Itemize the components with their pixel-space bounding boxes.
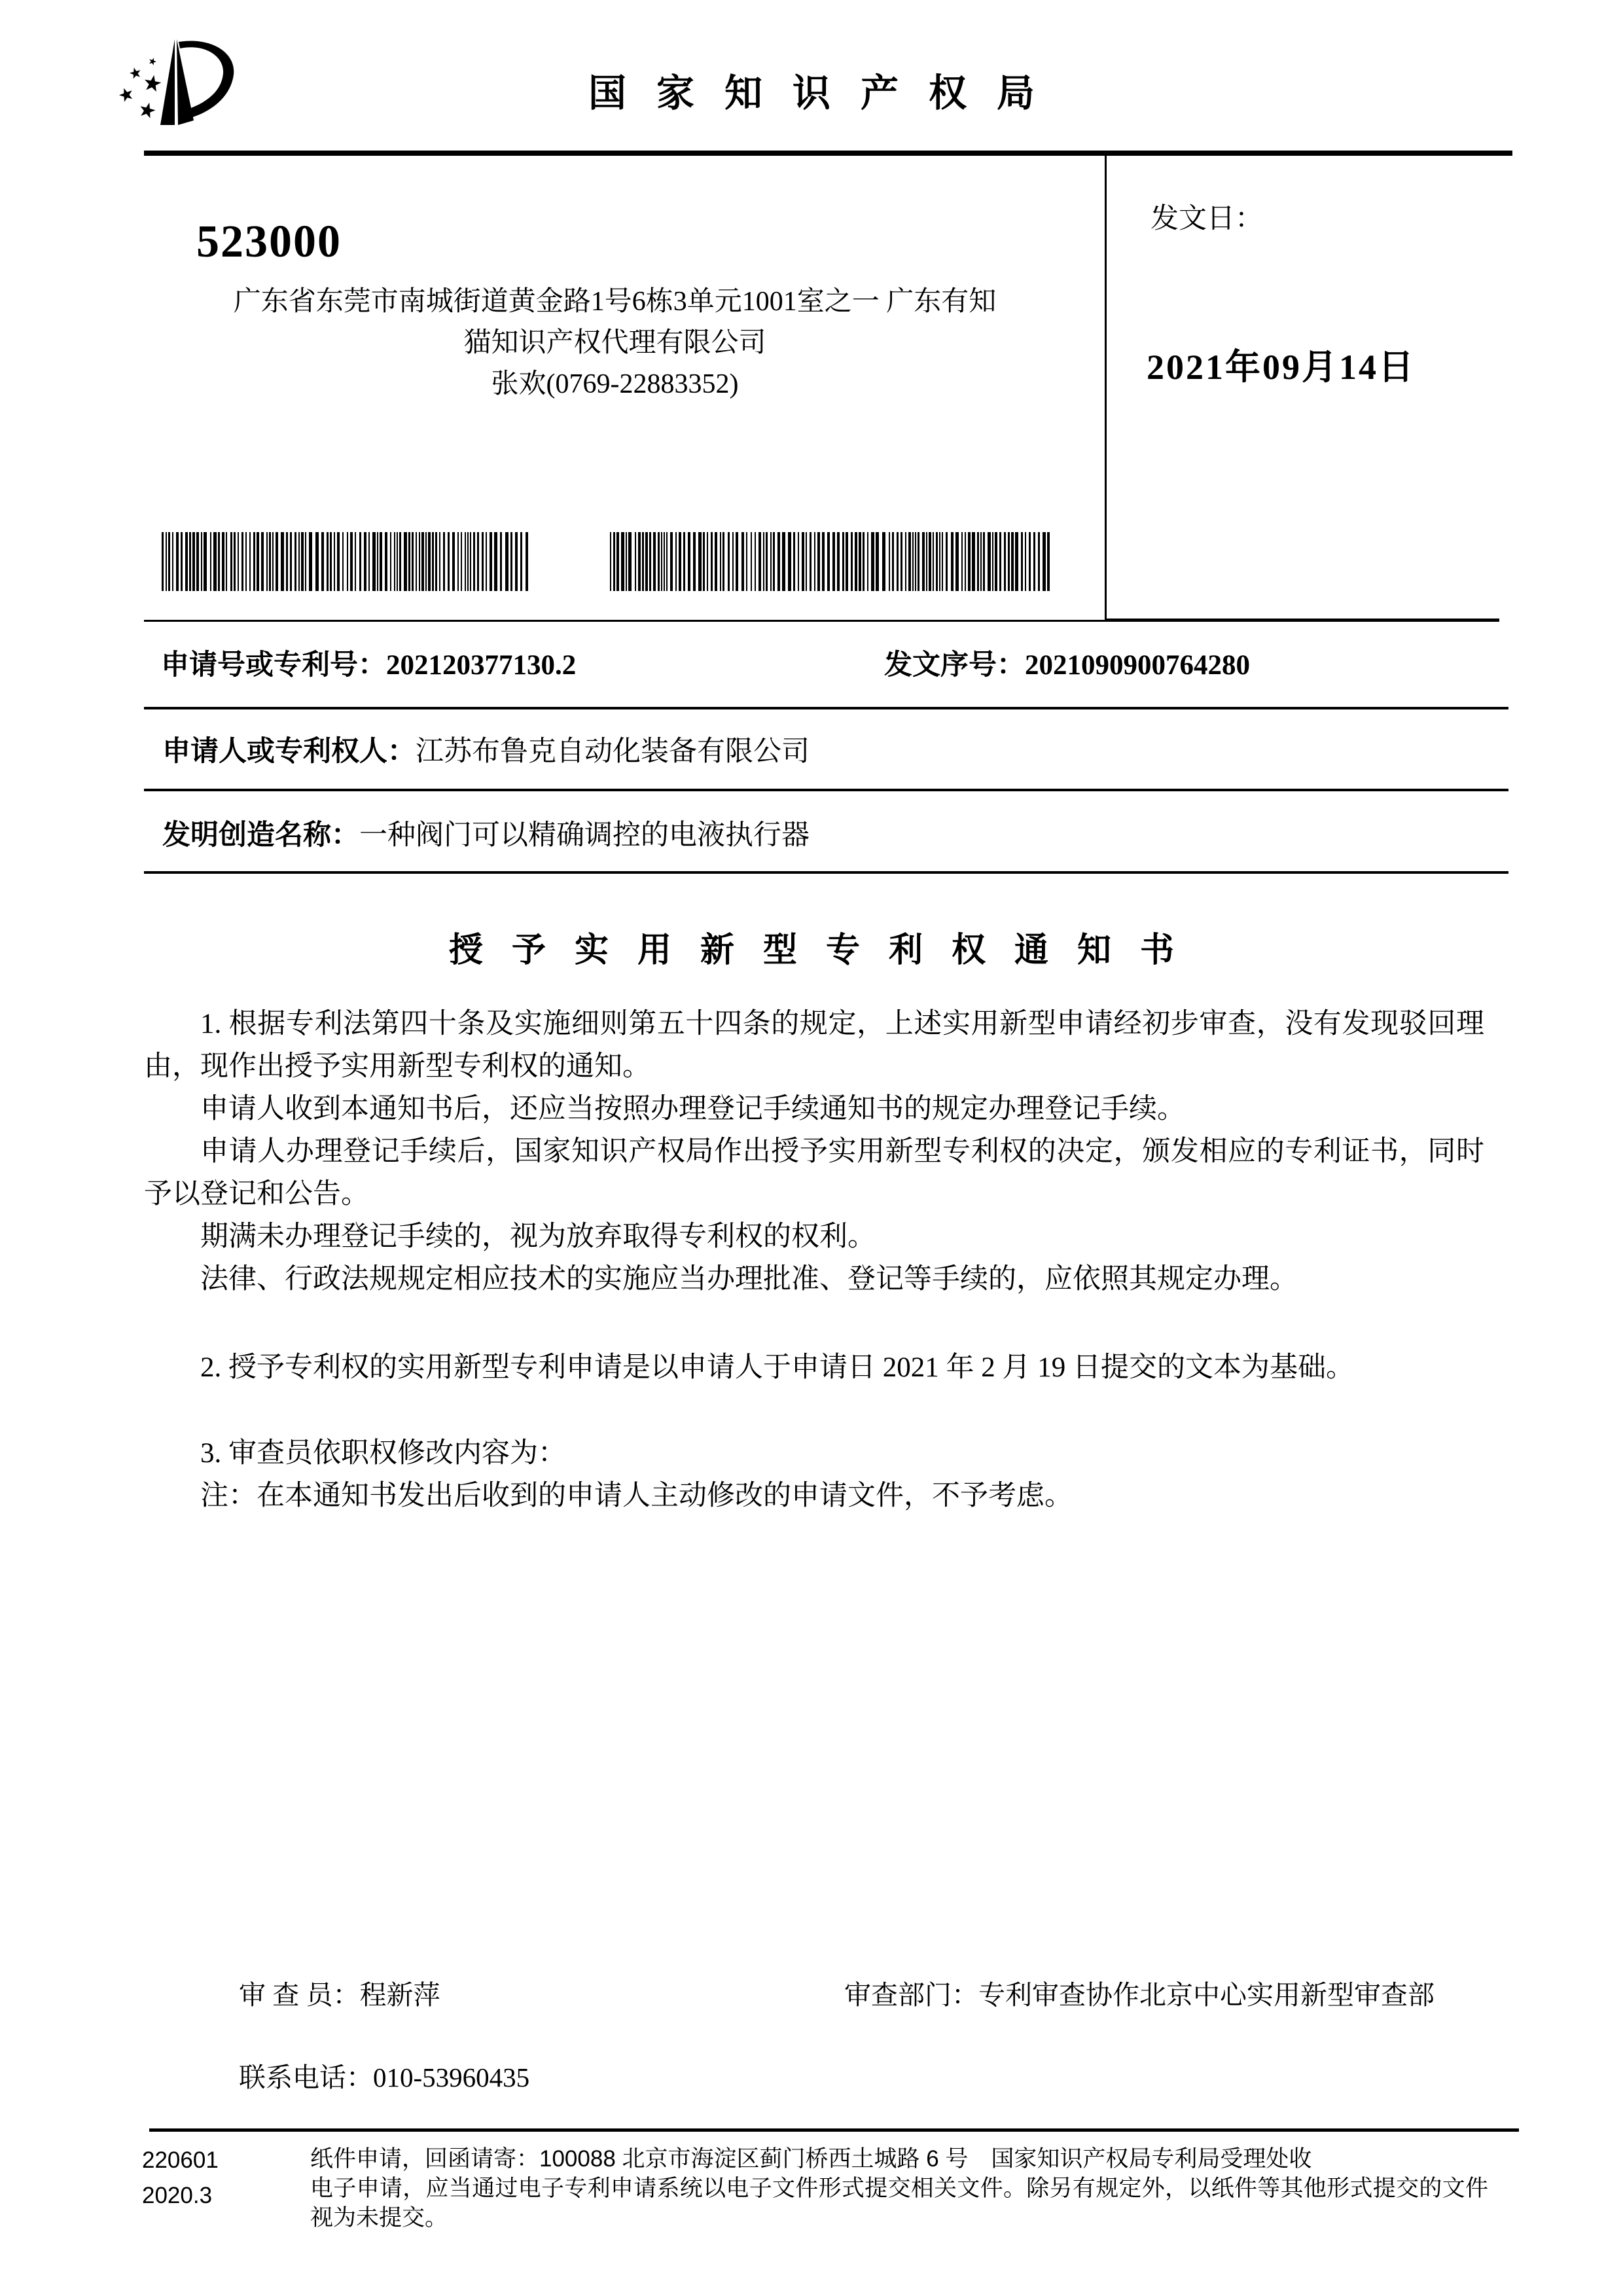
agency-title: 国家知识产权局 [588,72,1065,115]
notice-paragraph: 注：在本通知书发出后收到的申请人主动修改的申请文件，不予考虑。 [200,1480,1073,1511]
issue-date-label: 发文日： [1150,204,1263,234]
serial-number-row [884,647,1250,685]
row-divider [144,707,1508,709]
date-box-bottom-rule [1105,619,1499,622]
notice-paragraph: 申请人办理登记手续后，国家知识产权局作出授予实用新型专利权的决定，颁发相应的专利证书，同时予以登记和公告。 [144,1136,1484,1210]
form-version: 2020.3 [142,2183,213,2208]
notice-title: 授予实用新型专利权通知书 [448,932,1203,969]
application-number-label: 申请号或专利号： [161,650,386,681]
form-code: 220601 [142,2147,219,2173]
notice-paragraph: 期满未办理登记手续的，视为放弃取得专利权的权利。 [200,1221,876,1252]
application-number-value: 202120377130.2 [386,650,577,681]
applicant-label: 申请人或专利权人： [162,736,416,767]
section-rule [144,620,1105,622]
recipient-address-block [178,281,1052,405]
barcode-application [162,532,531,591]
notice-body [144,1003,1484,1517]
examiner-label: 审 查 员： [239,1980,360,2010]
footer-form-codes [142,2145,299,2216]
header-rule [144,151,1512,156]
serial-number-value: 2021090900764280 [1025,650,1250,681]
footer-instructions [310,2144,1488,2233]
department-name: 专利审查协作北京中心实用新型审查部 [978,1980,1435,2010]
notice-paragraph: 3. 审查员依职权修改内容为： [200,1438,566,1469]
barcode-serial [610,532,1054,591]
phone-label: 联系电话： [239,2062,373,2092]
issue-date-value: 2021年09月14日 [1147,348,1416,387]
notice-paragraph: 2. 授予专利权的实用新型专利申请是以申请人于申请日 2021 年 2 月 19 日提交的文本为基础。 [200,1352,1354,1383]
recipient-contact: 张欢(0769-22883352) [491,369,739,399]
postal-code: 523000 [196,217,342,267]
recipient-address-line2: 猫知识产权代理有限公司 [463,328,766,358]
footer-rule [149,2128,1519,2132]
date-box-divider [1105,156,1107,622]
notice-paragraph: 申请人收到本通知书后，还应当按照办理登记手续通知书的规定办理登记手续。 [200,1094,1185,1124]
notice-paragraph: 1. 根据专利法第四十条及实施细则第五十四条的规定，上述实用新型申请经初步审查，没有发现驳回理由，现作出授予实用新型专利权的通知。 [144,1009,1484,1082]
examiner-name: 程新萍 [359,1980,440,2010]
invention-title-value: 一种阀门可以精确调控的电液执行器 [359,820,810,851]
applicant-row [162,733,810,771]
footer-paper-instruction: 纸件申请，回函请寄：100088 北京市海淀区蓟门桥西土城路 6 号 国家知识产权局专利局受理处收 [310,2146,1312,2172]
footer-electronic-instruction: 电子申请，应当通过电子专利申请系统以电子文件形式提交相关文件。除另有规定外，以纸件等其他形式提交的文件视为未提交。 [310,2176,1488,2231]
department-row [844,1977,1435,2013]
serial-number-label: 发文序号： [884,650,1025,681]
invention-title-label: 发明创造名称： [162,820,359,851]
invention-title-row [162,817,810,855]
application-number-row [161,647,576,685]
recipient-address-line1: 广东省东莞市南城街道黄金路1号6栋3单元1001室之一 广东有知 [233,287,997,317]
examiner-row [239,1977,440,2013]
row-divider [144,789,1508,791]
row-divider [144,871,1508,874]
applicant-value: 江苏布鲁克自动化装备有限公司 [416,736,810,767]
notice-paragraph: 法律、行政法规规定相应技术的实施应当办理批准、登记等手续的，应依照其规定办理。 [200,1264,1298,1295]
phone-row [239,2059,529,2096]
phone-number: 010-53960435 [373,2062,530,2092]
department-label: 审查部门： [844,1980,978,2010]
